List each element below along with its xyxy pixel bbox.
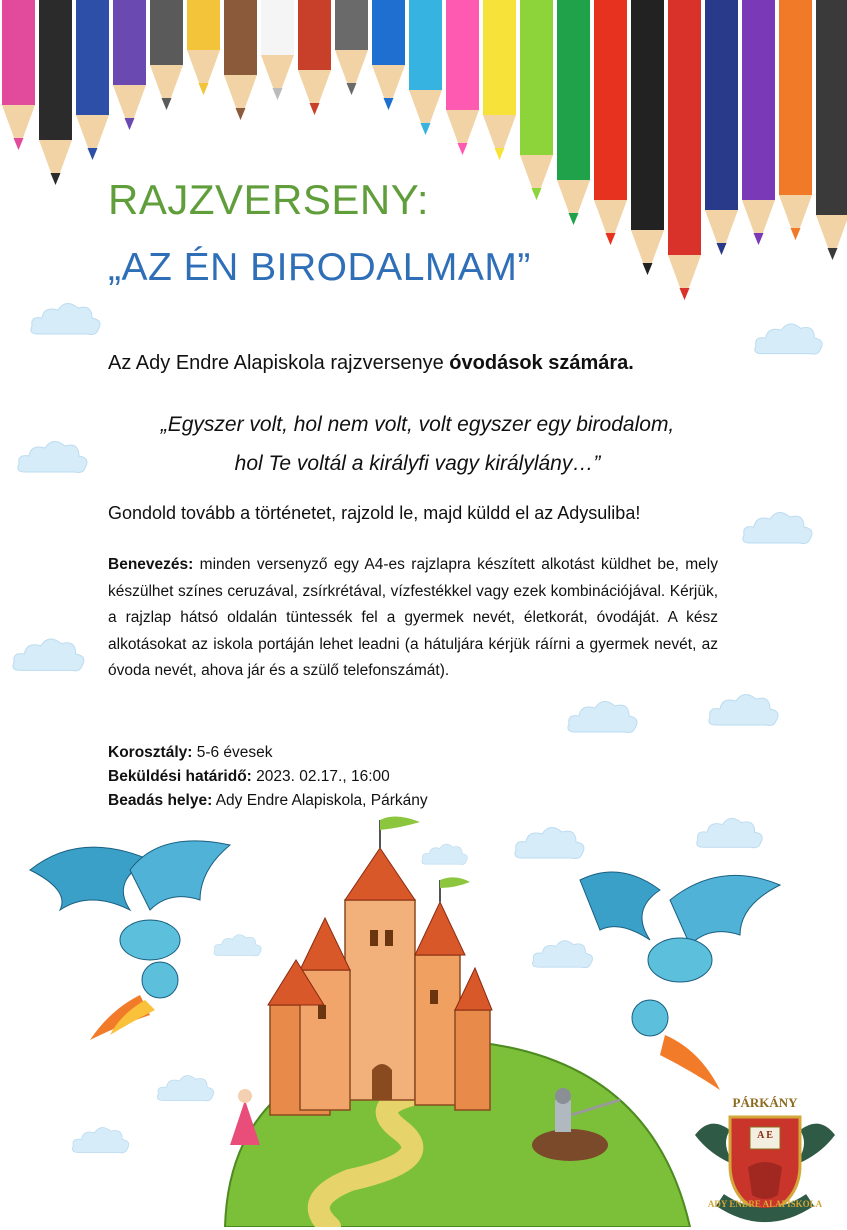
pencil bbox=[187, 0, 220, 50]
pencil bbox=[742, 0, 775, 200]
call-to-action: Gondold tovább a történetet, rajzold le, majd küldd el az Adysuliba! bbox=[108, 503, 641, 523]
pencil-lead bbox=[828, 248, 838, 260]
pencil bbox=[298, 0, 331, 70]
pencil bbox=[705, 0, 738, 210]
pencil bbox=[76, 0, 109, 115]
pencil-lead bbox=[384, 98, 394, 110]
pencil bbox=[594, 0, 627, 200]
pencil bbox=[335, 0, 368, 50]
princess-figure bbox=[230, 1089, 260, 1145]
cloud-icon bbox=[15, 435, 91, 481]
pencil-lead bbox=[717, 243, 727, 255]
pencil-lead bbox=[125, 118, 135, 130]
story-quote bbox=[90, 405, 745, 483]
pencil-lead bbox=[88, 148, 98, 160]
cloud-icon bbox=[706, 688, 782, 734]
pencil bbox=[113, 0, 146, 85]
pencil bbox=[631, 0, 664, 230]
crest-top-text: PÁRKÁNY bbox=[732, 1095, 798, 1110]
quote-line: hol Te voltál a királyfi vagy királylány…” bbox=[234, 452, 601, 475]
crest-bottom-text: ADY ENDRE ALAPISKOLA bbox=[707, 1199, 823, 1209]
pencil bbox=[446, 0, 479, 110]
pencil-lead bbox=[273, 88, 283, 100]
school-crest bbox=[690, 1095, 840, 1225]
pencil bbox=[39, 0, 72, 140]
pencil-lead bbox=[458, 143, 468, 155]
cloud-icon bbox=[565, 695, 641, 741]
entry-label: Benevezés: bbox=[108, 556, 194, 573]
age-row: Korosztály: 5-6 évesek bbox=[108, 744, 273, 761]
pencil bbox=[372, 0, 405, 65]
pencil-lead bbox=[569, 213, 579, 225]
pencil bbox=[150, 0, 183, 65]
dragon-left bbox=[30, 841, 230, 1040]
cloud-icon bbox=[10, 632, 88, 680]
deadline-row: Beküldési határidő: 2023. 02.17., 16:00 bbox=[108, 768, 390, 785]
pencil-lead bbox=[606, 233, 616, 245]
dragon-right bbox=[580, 872, 780, 1090]
pencil bbox=[483, 0, 516, 115]
pencil-lead bbox=[532, 188, 542, 200]
intro-highlight: óvodások számára. bbox=[449, 352, 634, 374]
pencil bbox=[224, 0, 257, 75]
pencil bbox=[520, 0, 553, 155]
pencil-lead bbox=[310, 103, 320, 115]
entry-rules: Benevezés: minden versenyző egy A4-es rajzlapra készített alkotást küldhet be, mely készülhet színes ceruzával, zsírkrétával, vízfestékkel vagy ezek kombinációjával. Kérjük, a rajzlap hátsó oldalán tüntessék fel a gyermek nevét, életkorát, óvodáját. A kész alkotásokat az iskola portáján lehet leadni (a hátuljára kérjük ráírni a gyermek nevét, az óvoda nevét, ahova jár és a szülő telefonszámát). bbox=[108, 556, 718, 679]
pencil-lead bbox=[754, 233, 764, 245]
place-row: Beadás helye: Ady Endre Alapiskola, Párkány bbox=[108, 792, 428, 809]
pencil-lead bbox=[495, 148, 505, 160]
pencil-lead bbox=[51, 173, 61, 185]
pencil-lead bbox=[347, 83, 357, 95]
pencil bbox=[779, 0, 812, 195]
cloud-icon bbox=[752, 318, 826, 362]
pencil-lead bbox=[199, 83, 209, 95]
quote-line: „Egyszer volt, hol nem volt, volt egyszer egy birodalom, bbox=[160, 413, 675, 436]
pencil bbox=[2, 0, 35, 105]
pencil bbox=[557, 0, 590, 180]
pencil-lead bbox=[14, 138, 24, 150]
pencil bbox=[668, 0, 701, 255]
cloud-icon bbox=[740, 506, 816, 552]
pencil-lead bbox=[680, 288, 690, 300]
pencil-lead bbox=[236, 108, 246, 120]
poster-title: RAJZVERSENY: bbox=[108, 176, 430, 223]
pencil-lead bbox=[643, 263, 653, 275]
pencil-lead bbox=[162, 98, 172, 110]
pencil bbox=[409, 0, 442, 90]
pencil-lead bbox=[421, 123, 431, 135]
poster-subtitle: „AZ ÉN BIRODALMAM” bbox=[108, 246, 531, 289]
cloud-icon bbox=[28, 298, 104, 342]
pencil-lead bbox=[791, 228, 801, 240]
crest-monogram: A E bbox=[757, 1130, 773, 1141]
pencil bbox=[261, 0, 294, 55]
intro-text: Az Ady Endre Alapiskola rajzversenye óvodások számára. bbox=[108, 352, 634, 374]
pencil bbox=[816, 0, 847, 215]
